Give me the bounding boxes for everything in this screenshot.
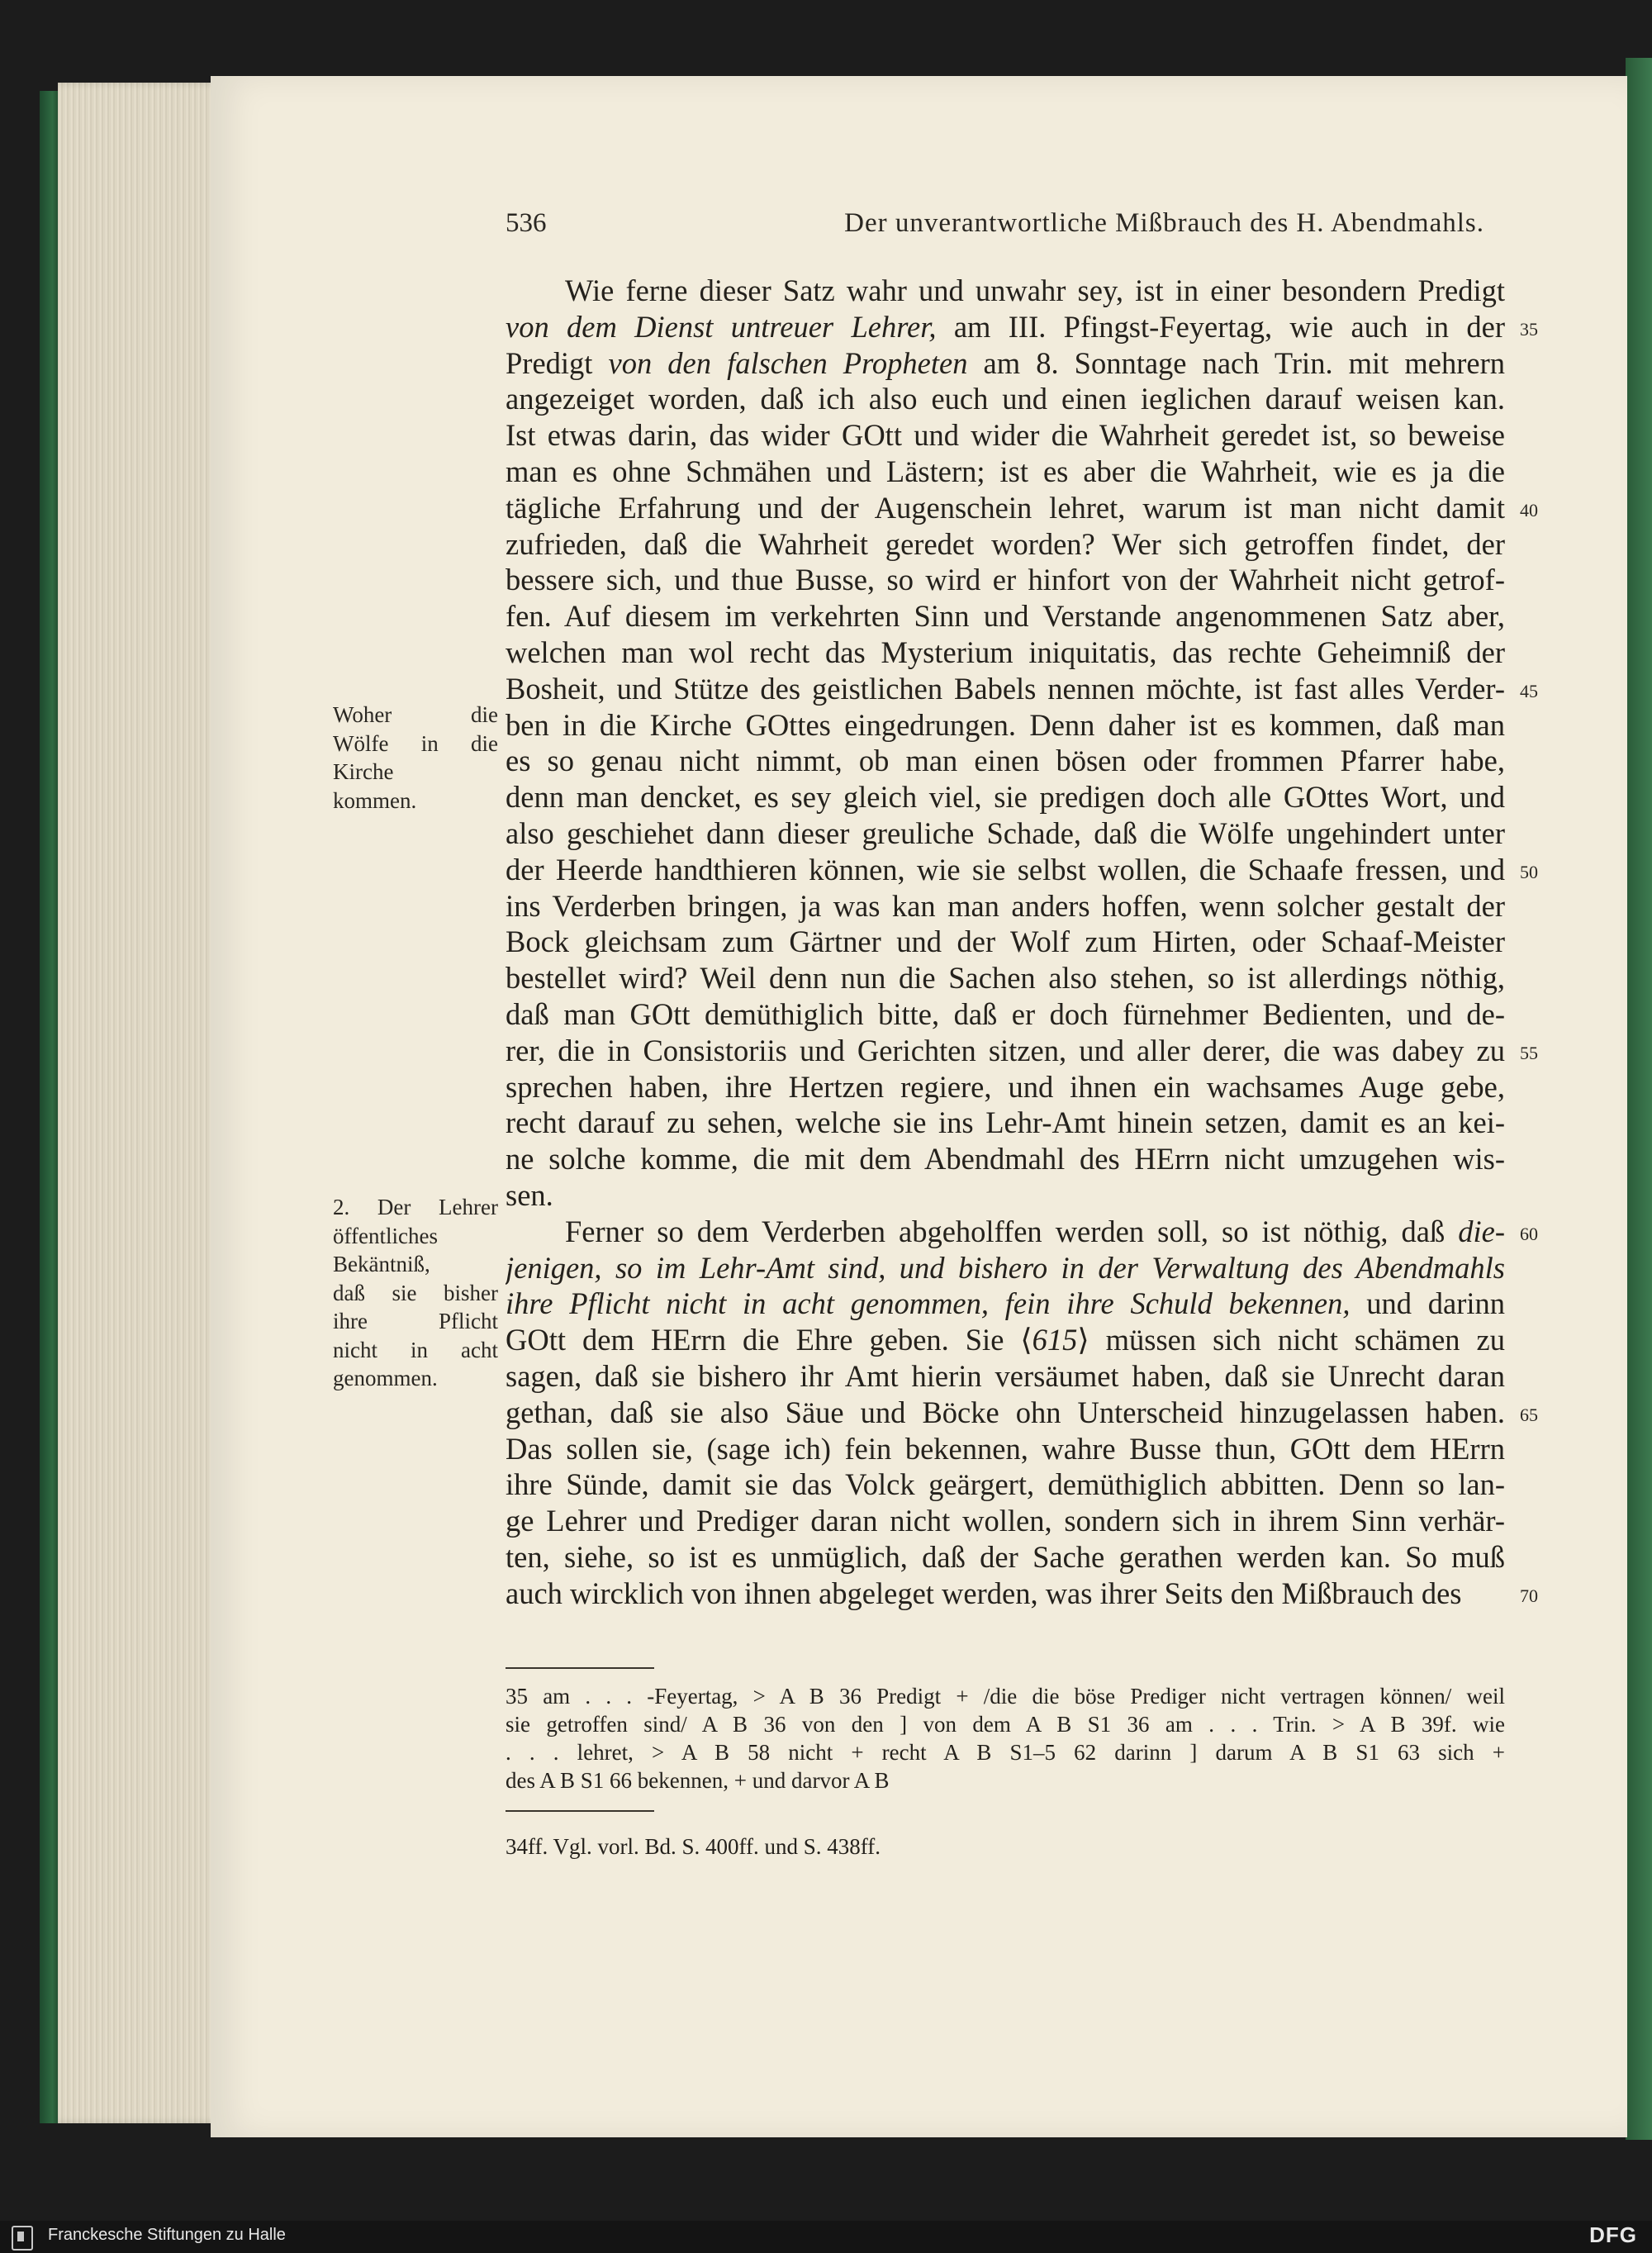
running-header — [506, 208, 1507, 245]
page-stack-edges — [58, 83, 223, 2123]
text-line: es so genau nicht nimmt, ob man einen bösen oder frommen Pfarrer habe, — [506, 744, 1505, 778]
margin-note-confession — [333, 1193, 498, 1393]
text-line: rer, die in Consistoriis und Gerichten sitzen, und aller derer, die was dabey zu — [506, 1033, 1505, 1067]
text-line: auch wircklich von ihnen abgeleget werden, was ihrer Seits den Mißbrauch des — [506, 1576, 1462, 1610]
apparatus-line: 35 am . . . -Feyertag, > A B 36 Predigt + /die die böse Prediger nicht vertragen können/ weil — [506, 1684, 1505, 1709]
text-line: also geschiehet dann dieser greuliche Schade, daß die Wölfe ungehindert unter — [506, 815, 1505, 850]
line-number: 70 — [1520, 1585, 1538, 1606]
text-line: bessere sich, und thue Busse, so wird er hinfort von der Wahrheit nicht getrof- — [506, 563, 1505, 597]
apparatus-rule — [506, 1667, 654, 1669]
text-line: GOtt dem HErrn die Ehre geben. Sie ⟨615⟩ müssen sich nicht schämen zu — [506, 1323, 1505, 1357]
text-line: von dem Dienst untreuer Lehrer, am III. Pfingst-Feyertag, wie auch in der — [506, 309, 1505, 344]
text-line: daß man GOtt demüthiglich bitte, daß er doch fürnehmer Bedienten, und de- — [506, 996, 1505, 1031]
margin-note-wolves — [333, 701, 498, 815]
margin-note-line: daß sie bisher — [333, 1280, 498, 1305]
margin-note-line: öffentliches — [333, 1223, 438, 1248]
text-line: bestellet wird? Weil denn nun die Sachen also stehen, so ist allerdings nöthig, — [506, 961, 1505, 996]
commentary-line: 34ff. Vgl. vorl. Bd. S. 400ff. und S. 438ff. — [506, 1834, 881, 1859]
text-line: ne solche komme, die mit dem Abendmahl des HErrn nicht umzugehen wis- — [506, 1142, 1505, 1176]
institution-logo-icon — [12, 2226, 33, 2251]
footer-institution: Franckesche Stiftungen zu Halle — [48, 2226, 286, 2244]
critical-apparatus — [506, 1682, 1505, 1794]
margin-note-line: genommen. — [333, 1366, 438, 1390]
text-line: gethan, daß sie also Säue und Böcke ohn Unterscheid hinzugelassen haben. — [506, 1395, 1505, 1429]
margin-note-line: Woher die — [333, 702, 498, 727]
text-line: Bock gleichsam zum Gärtner und der Wolf zum Hirten, oder Schaaf-Meister — [506, 924, 1505, 959]
text-line: Bosheit, und Stütze des geistlichen Babels nennen möchte, ist fast alles Verder- — [506, 671, 1505, 706]
text-line: der Heerde handthieren können, wie sie selbst wollen, die Schaafe fressen, und — [506, 852, 1505, 886]
text-line: Ferner so dem Verderben abgeholffen werden soll, so ist nöthig, daß die- — [565, 1214, 1505, 1248]
text-line: denn man dencket, es sey gleich viel, sie predigen doch alle GOttes Wort, und — [506, 780, 1505, 815]
line-number: 45 — [1520, 680, 1538, 701]
commentary-rule — [506, 1810, 654, 1812]
apparatus-line: des A B S1 66 bekennen, + und darvor A B — [506, 1768, 890, 1793]
text-line: welchen man wol recht das Mysterium iniquitatis, das rechte Geheimniß der — [506, 635, 1505, 669]
text-line: Predigt von den falschen Propheten am 8. Sonntage nach Trin. mit mehrern — [506, 345, 1505, 380]
text-line: jenigen, so im Lehr-Amt sind, und bishero in der Verwaltung des Abendmahls — [506, 1250, 1505, 1285]
page-number: 536 — [506, 208, 547, 238]
text-line: recht darauf zu sehen, welche sie ins Lehr-Amt hinein setzen, damit es an kei- — [506, 1105, 1505, 1140]
commentary — [506, 1832, 1505, 1861]
text-line: Ist etwas darin, das wider GOtt und wider die Wahrheit geredet ist, so beweise — [506, 418, 1505, 453]
margin-note-line: kommen. — [333, 787, 417, 813]
apparatus-line: . . . lehret, > A B 58 nicht + recht A B S1–5 62 darinn ] darum A B S1 63 sich + — [506, 1740, 1505, 1765]
text-line: ben in die Kirche GOttes eingedrungen. Denn daher ist es kommen, daß man — [506, 707, 1505, 742]
text-line: ihre Pflicht nicht in acht genommen, fein ihre Schuld bekennen, und darinn — [506, 1286, 1505, 1321]
text-line: sprechen haben, ihre Hertzen regiere, und ihnen ein wachsames Auge gebe, — [506, 1069, 1505, 1104]
line-number: 55 — [1520, 1042, 1538, 1063]
margin-note-line: nicht in acht — [333, 1337, 498, 1362]
main-text — [506, 273, 1505, 1611]
margin-note-line: Kirche — [333, 759, 394, 784]
text-line: sagen, daß sie bishero ihr Amt hierin versäumet haben, daß sie Unrecht daran — [506, 1358, 1505, 1393]
line-number: 65 — [1520, 1404, 1538, 1425]
line-number: 60 — [1520, 1223, 1538, 1244]
text-line: ten, siehe, so ist es unmüglich, daß der Sache gerathen werden kan. So muß — [506, 1539, 1505, 1574]
line-number: 35 — [1520, 318, 1538, 340]
text-line: sen. — [506, 1177, 553, 1212]
text-line: ge Lehrer und Prediger daran nicht wollen, sondern sich in ihrem Sinn verhär- — [506, 1504, 1505, 1538]
book-cover-right — [1626, 58, 1652, 2140]
text-line: Das sollen sie, (sage ich) fein bekennen, wahre Busse thun, GOtt dem HErrn — [506, 1431, 1505, 1466]
text-line: tägliche Erfahrung und der Augenschein lehret, warum ist man nicht damit — [506, 490, 1505, 525]
margin-note-line: ihre Pflicht — [333, 1309, 498, 1333]
margin-note-line: 2. Der Lehrer — [333, 1195, 498, 1219]
apparatus-line: sie getroffen sind/ A B 36 von den ] von dem A B S1 36 am . . . Trin. > A B 39f. wie — [506, 1712, 1505, 1737]
text-line: ihre Sünde, damit sie das Volck geärgert, demüthiglich abbitten. Denn so lan- — [506, 1467, 1505, 1502]
text-line: fen. Auf diesem im verkehrten Sinn und Verstande angenommenen Satz aber, — [506, 599, 1505, 634]
dfg-logo: DFG — [1589, 2222, 1637, 2247]
line-number: 40 — [1520, 499, 1538, 520]
text-line: man es ohne Schmähen und Lästern; ist es aber die Wahrheit, wie es ja die — [506, 454, 1505, 488]
text-line: angezeiget worden, daß ich also euch und einen ieglichen darauf weisen kan. — [506, 382, 1505, 416]
margin-note-line: Wölfe in die — [333, 730, 498, 756]
line-number: 50 — [1520, 861, 1538, 882]
text-line: Wie ferne dieser Satz wahr und unwahr sey, ist in einer besondern Predigt — [565, 273, 1505, 307]
margin-note-line: Bekäntniß, — [333, 1252, 430, 1276]
text-line: zufrieden, daß die Wahrheit geredet worden? Wer sich getroffen findet, der — [506, 526, 1505, 561]
text-line: ins Verderben bringen, ja was kan man anders hoffen, wenn solcher gestalt der — [506, 888, 1505, 923]
running-title: Der unverantwortliche Mißbrauch des H. Abendmahls. — [844, 208, 1484, 238]
